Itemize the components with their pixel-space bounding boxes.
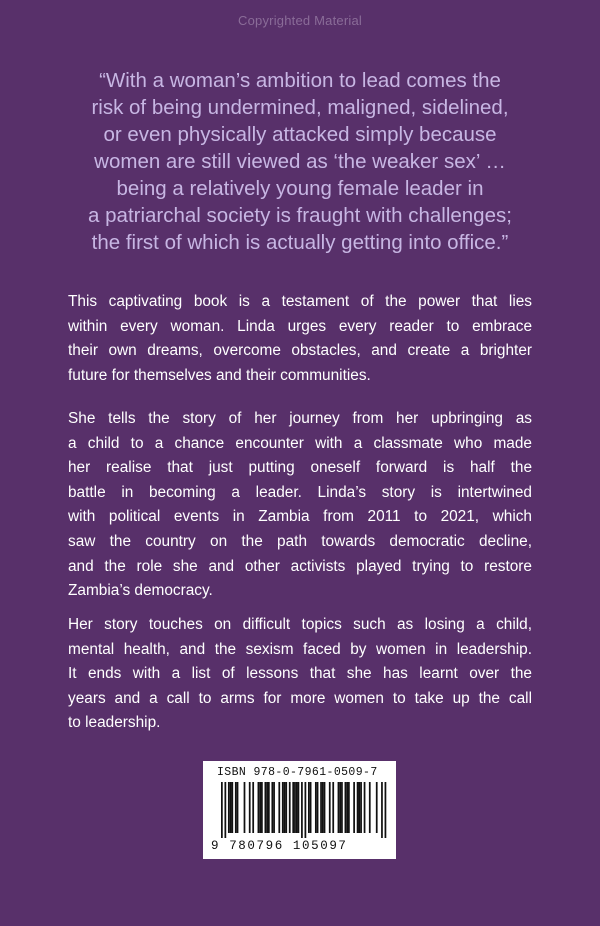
isbn-barcode-box <box>203 761 396 859</box>
barcode-image <box>211 782 388 838</box>
text-line: with political events in Zambia from 2011 to 2021, which <box>68 508 532 526</box>
blurb-paragraph-1 <box>68 290 532 388</box>
blurb-paragraph-3 <box>68 613 532 736</box>
barcode-bar <box>320 782 322 833</box>
text-line: future for themselves and their communities. <box>68 366 371 384</box>
barcode-bar <box>305 782 307 838</box>
text-line: This captivating book is a testament of the power that lies <box>68 293 532 310</box>
barcode-bar <box>296 782 298 833</box>
barcode-bar <box>285 782 287 833</box>
text-line: to leadership. <box>68 714 161 732</box>
blurb-paragraph-2 <box>68 407 532 604</box>
quote-line: a patriarchal society is fraught with challenges; <box>88 204 512 227</box>
barcode-bar <box>348 782 350 833</box>
barcode-bar <box>261 782 263 833</box>
barcode-bar <box>329 782 331 833</box>
barcode-bar <box>252 782 254 833</box>
barcode-bar <box>322 782 324 833</box>
quote-line: the first of which is actually getting into office.” <box>91 231 509 254</box>
text-line: years and a call to arms for more women to take up the call <box>68 689 532 707</box>
barcode-bar <box>244 782 246 833</box>
barcode-bar <box>273 782 275 833</box>
barcode-bar <box>310 782 312 833</box>
barcode-bar <box>369 782 371 833</box>
barcode-bar <box>278 782 280 833</box>
barcode-bar <box>259 782 261 833</box>
text-line: Her story touches on difficult topics such as losing a child, <box>68 616 532 633</box>
barcode-bar <box>271 782 273 833</box>
text-line: It ends with a list of lessons that she has learnt over the <box>68 665 532 683</box>
barcode-bar <box>298 782 300 833</box>
barcode-bar <box>249 782 251 833</box>
barcode-bar <box>258 782 260 833</box>
text-line: within every woman. Linda urges every reader to embrace <box>68 317 532 335</box>
text-line: saw the country on the path towards democratic decline, <box>68 532 532 550</box>
barcode-bar <box>315 782 317 833</box>
barcode-bar <box>376 782 378 833</box>
barcode-bar <box>346 782 348 833</box>
barcode-bar <box>265 782 267 833</box>
ean-number: 9 780796 105097 <box>211 839 348 853</box>
text-line: mental health, and the sexism faced by women in leadership. <box>68 640 532 658</box>
barcode-bar <box>301 782 303 838</box>
barcode-bar <box>268 782 270 833</box>
text-line: their own dreams, overcome obstacles, and create a brighter <box>68 342 532 360</box>
pull-quote <box>40 67 560 256</box>
barcode-bar <box>266 782 268 833</box>
barcode-bar <box>364 782 366 833</box>
barcode-bar <box>282 782 284 833</box>
barcode-bar <box>284 782 286 833</box>
barcode-bar <box>230 782 232 833</box>
text-line: battle in becoming a leader. Linda’s story is intertwined <box>68 483 532 501</box>
text-line: She tells the story of her journey from her upbringing as <box>68 410 532 427</box>
barcode-bar <box>292 782 294 833</box>
isbn-label: ISBN 978-0-7961-0509-7 <box>217 766 378 779</box>
barcode-bar <box>237 782 239 833</box>
barcode-bar <box>385 782 387 838</box>
barcode-bar <box>308 782 310 833</box>
barcode-bar <box>231 782 233 833</box>
text-line: her realise that just putting oneself forward is half the <box>68 459 532 477</box>
barcode-bar <box>358 782 360 833</box>
barcode-bar <box>339 782 341 833</box>
barcode-bar <box>228 782 230 833</box>
text-line: a child to a chance encounter with a classmate who made <box>68 434 532 452</box>
text-line: Zambia’s democracy. <box>68 582 213 600</box>
barcode-bar <box>294 782 296 833</box>
barcode-bar <box>345 782 347 833</box>
barcode-bar <box>224 782 226 838</box>
text-line: and the role she and other activists played trying to restore <box>68 557 532 575</box>
barcode-bar <box>235 782 237 833</box>
quote-line: women are still viewed as ‘the weaker sex’ … <box>94 150 506 173</box>
quote-line: being a relatively young female leader in <box>116 177 484 200</box>
barcode-bar <box>341 782 343 833</box>
barcode-bar <box>324 782 326 833</box>
barcode-bar <box>338 782 340 833</box>
quote-line: “With a woman’s ambition to lead comes the <box>99 69 501 92</box>
barcode-bar <box>317 782 319 833</box>
barcode-bar <box>360 782 362 833</box>
quote-line: or even physically attacked simply because <box>103 123 497 146</box>
barcode-bar <box>353 782 355 833</box>
barcode-bar <box>289 782 291 833</box>
watermark-top: Copyrighted Material <box>238 13 362 28</box>
barcode-bar <box>357 782 359 833</box>
barcode-bar <box>381 782 383 838</box>
barcode-bar <box>332 782 334 833</box>
quote-line: risk of being undermined, maligned, sidelined, <box>91 96 509 119</box>
barcode-bar <box>221 782 223 838</box>
